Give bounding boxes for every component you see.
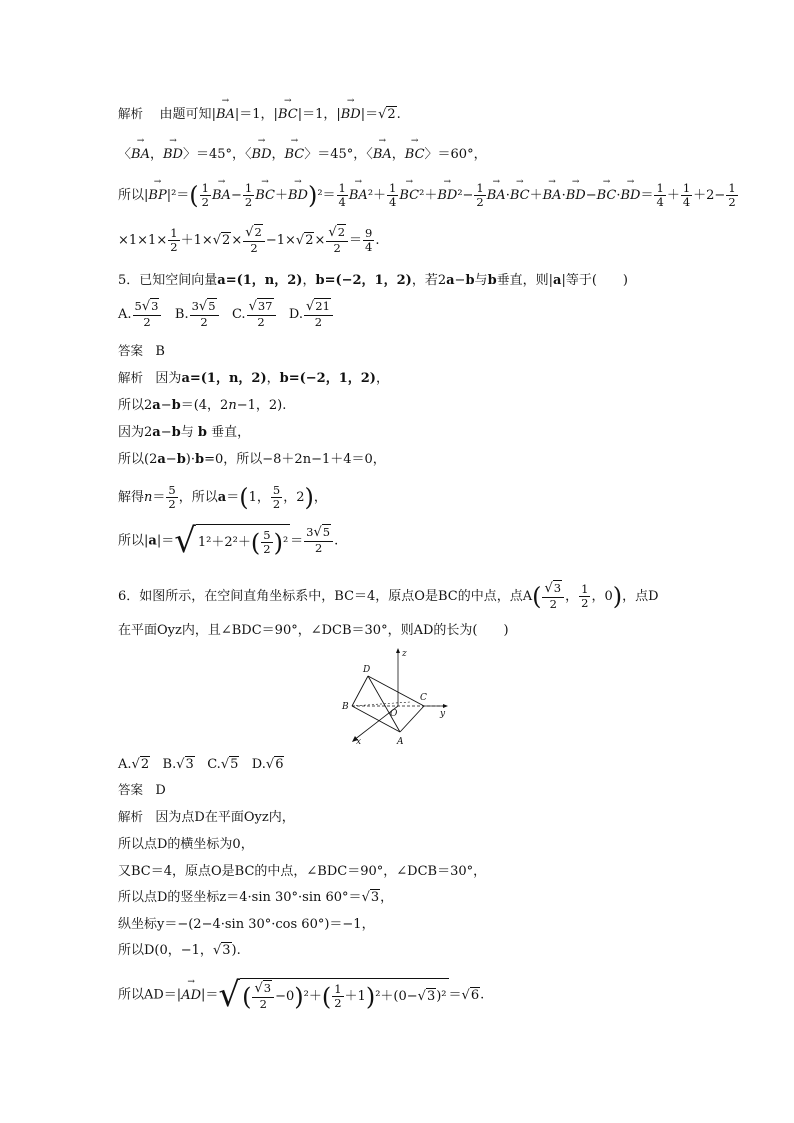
label-y: y [440, 709, 446, 719]
q6-solution-3: 又BC＝4，原点O是BC的中点，∠BDC＝90°，∠DCB＝30°， [118, 864, 487, 879]
q6-option-b[interactable]: B.√3 [162, 757, 194, 772]
label-C: C [420, 693, 427, 703]
q6-solution-6: 所以D(0，−1，√3). [118, 943, 241, 958]
q5-answer-value: B [155, 344, 165, 359]
analysis-label: 解析 [118, 106, 144, 121]
q6-stem-2: 在平面Oyz内，且∠BDC＝90°，∠DCB＝30°，则AD的长为( ) [118, 623, 509, 638]
label-A: A [397, 737, 404, 747]
label-z: z [402, 649, 407, 659]
q6-answer-value: D [155, 783, 166, 798]
coordinate-figure [338, 648, 458, 748]
q6-option-a[interactable]: A.√2 [118, 757, 150, 772]
q6-option-c[interactable]: C.√5 [207, 757, 239, 772]
q5-solution-3: 因为2a−b与 b 垂直， [118, 425, 251, 440]
q5-solution-1: 解析 因为a=(1，n，2)，b=(−2，1，2)， [118, 370, 389, 386]
q6-answer: 答案 D [118, 782, 166, 798]
q6-solution-2: 所以点D的横坐标为0， [118, 837, 254, 852]
prev-solution-line-1: 解析 由题可知|→ BA|＝1，|→ BC|＝1，|→ BD|＝√2. [118, 108, 401, 121]
q5-option-b[interactable]: B. $\frac{3√5}{2}$ [175, 307, 220, 322]
label-D: D [363, 665, 371, 675]
q5-solution-6: 所以|a|＝ √ 1²＋2²＋ ( 5 2 ) ² ＝ $\frac{3√5}{2}$ . [118, 521, 339, 561]
q5-option-c[interactable]: C. $\frac{√37}{2}$ [232, 307, 277, 322]
q6-options [118, 758, 284, 771]
q6-solution-5: 纵坐标y＝−(2−4·sin 30°·cos 60°)＝−1， [118, 917, 375, 932]
label-x: x [356, 737, 362, 747]
q5-solution-5: 解得n＝ $\frac{5}{2}$ ，所以a＝(1， $\frac{5}{2}$ ，2)， [118, 483, 327, 512]
q5-solution-2: 所以2a−b＝(4，2n−1，2). [118, 398, 287, 413]
prev-intro: 由题可知 [159, 107, 212, 122]
q5-answer: 答案 B [118, 343, 165, 359]
q5-stem: 5．已知空间向量a=(1，n，2)，b=(−2，1，2)，若2a−b与b垂直，则|a|等于( ) [118, 273, 629, 288]
q5-option-a[interactable]: A. $\frac{5√3}{2}$ [118, 307, 162, 322]
q6-solution-7: 所以AD＝|→ AD|＝ √ ( √3 2 −0 ) ²＋ ( 1 2 ＋1 ) ²＋(0− √3 )² ＝√6. [118, 978, 484, 1012]
q6-stem-1: 6．如图所示，在空间直角坐标系中，BC＝4，原点O是BC的中点，点A( $\frac{√3}{2}$ ， $\frac{1}{2}$ ，0)，点D [118, 581, 659, 611]
q6-option-d[interactable]: D.√6 [251, 757, 284, 772]
q5-solution-4: 所以(2a−b)·b=0，所以−8＋2n−1＋4＝0， [118, 452, 386, 467]
q5-option-d[interactable]: D. $\frac{√21}{2}$ [289, 307, 334, 322]
q6-solution-1: 解析 因为点D在平面Oyz内， [118, 809, 295, 825]
prev-solution-line-3: 所以|→ BP|²＝( $\frac{1}{2}$ → BA− $\frac{1}{2}$ → BC＋→ BD)²＝ $\frac{1}{4}$ → BA²＋ $\frac{1}{4}$ → BC²＋→ BD²− $\frac{1}{2}$ → BA·→ BC＋→ BA·→ BD−→ BC·→ BD＝ $\frac{1}{4}$ ＋ $\frac{1}{4}$ ＋2− $\frac{1}{2}$ [118, 182, 739, 209]
label-B: B [342, 702, 349, 712]
prev-solution-line-4: ×1×1× $\frac{1}{2}$ ＋1×√2× $\frac{√2}{2}$ −1×√2× $\frac{√2}{2}$ ＝ $\frac{9}{4}$ . [118, 225, 380, 255]
label-O: O [390, 709, 398, 719]
q6-solution-4: 所以点D的竖坐标z＝4·sin 30°·sin 60°＝√3， [118, 890, 394, 905]
prev-solution-line-2: 〈→ BA，→ BD〉＝45°，〈→ BD，→ BC〉＝45°，〈→ BA，→ BC〉＝60°， [118, 148, 487, 161]
q5-options [118, 300, 334, 329]
